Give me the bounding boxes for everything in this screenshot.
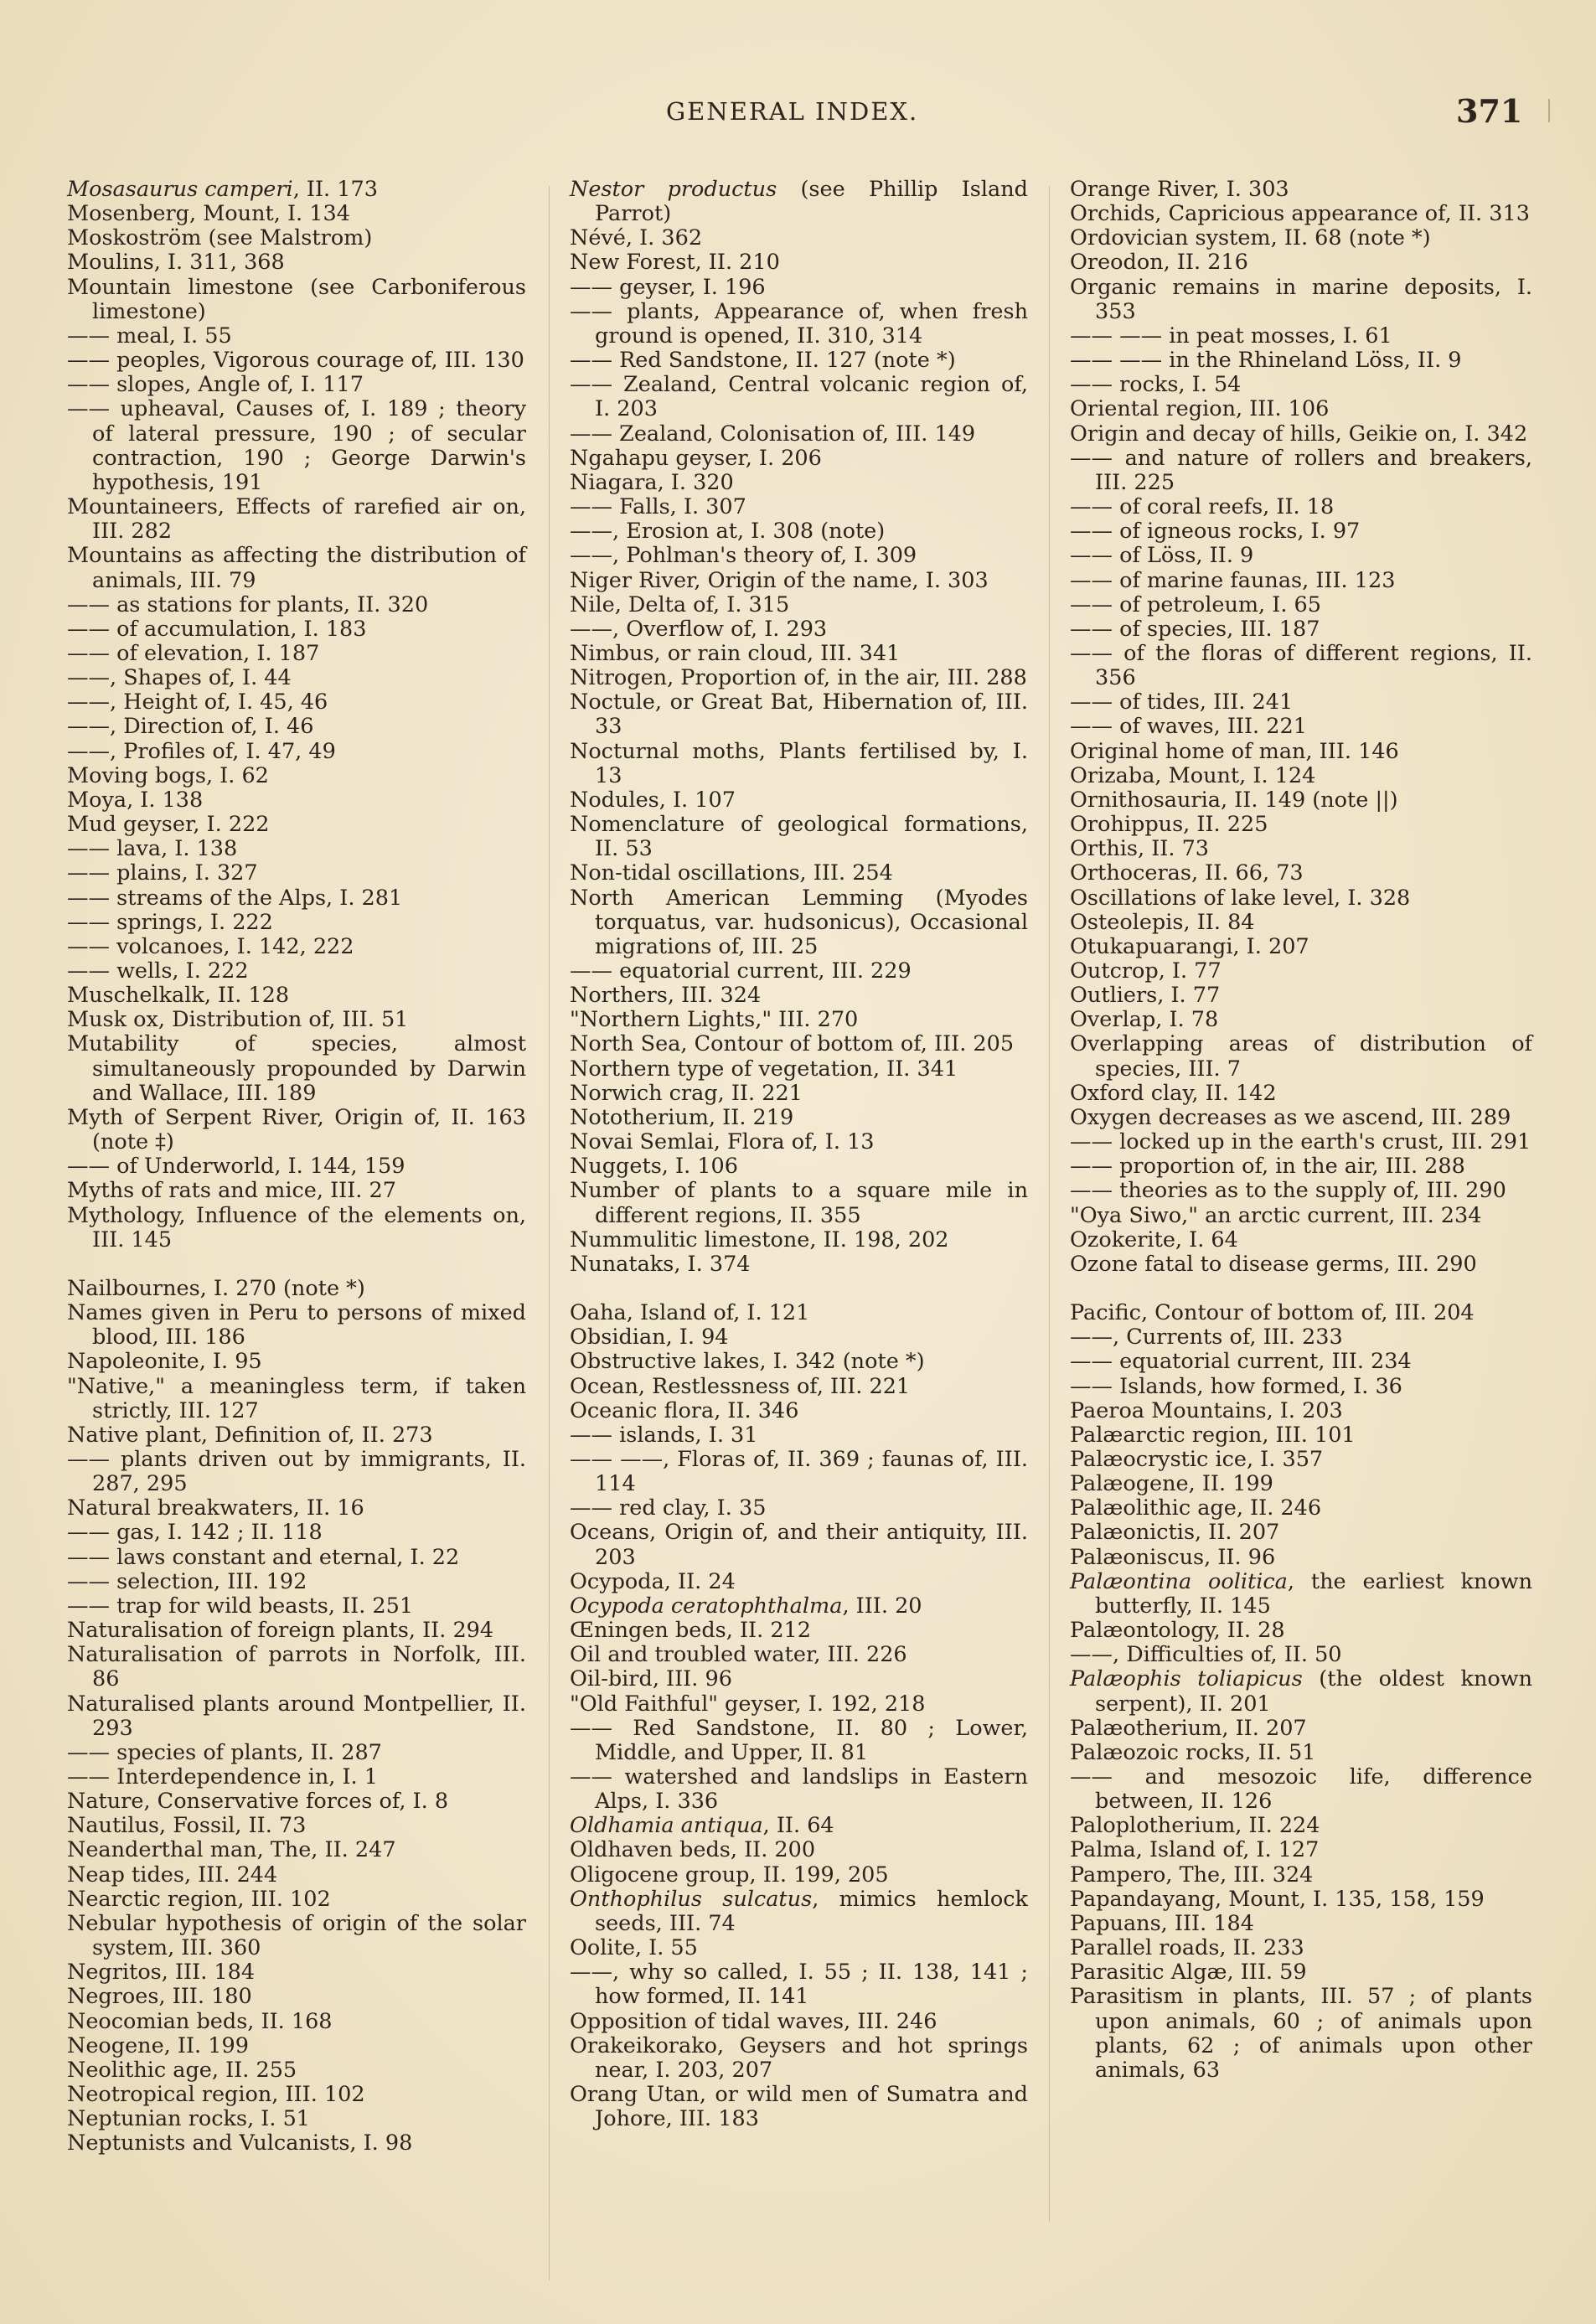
index-entry: —— volcanoes, I. 142, 222 xyxy=(67,933,354,959)
index-entry: ——, Direction of, I. 46 xyxy=(67,714,314,740)
index-entry: Niagara, I. 320 xyxy=(570,469,734,495)
index-entry: —— Red Sandstone, II. 127 (note *) xyxy=(570,348,956,374)
index-entry: Palæozoic rocks, II. 51 xyxy=(1070,1739,1316,1765)
index-entry: Orthis, II. 73 xyxy=(1070,836,1210,862)
column-rule xyxy=(549,186,550,2280)
index-entry: ——, Pohlman's theory of, I. 309 xyxy=(570,543,917,569)
index-entry: Oligocene group, II. 199, 205 xyxy=(570,1862,889,1888)
index-entry: —— meal, I. 55 xyxy=(67,323,232,349)
index-entry: New Forest, II. 210 xyxy=(570,250,780,276)
index-entry: Pacific, Contour of bottom of, III. 204 xyxy=(1070,1300,1475,1326)
index-entry: Papuans, III. 184 xyxy=(1070,1910,1254,1936)
index-entry: Orohippus, II. 225 xyxy=(1070,812,1268,838)
index-entry: Ngahapu geyser, I. 206 xyxy=(570,445,822,471)
index-entry: —— Zealand, Central volcanic region of, I. 203 xyxy=(570,372,1028,422)
index-entry: Napoleonite, I. 95 xyxy=(67,1349,262,1375)
index-entry: Palma, Island of, I. 127 xyxy=(1070,1837,1320,1863)
index-entry: —— of coral reefs, II. 18 xyxy=(1070,494,1335,520)
section-gap xyxy=(67,1252,526,1277)
index-entry: Names given in Peru to persons of mixed blood, III. 186 xyxy=(67,1300,526,1351)
index-entry: Mud geyser, I. 222 xyxy=(67,812,270,838)
index-entry: Oldhaven beds, II. 200 xyxy=(570,1837,816,1863)
column-rule xyxy=(1049,186,1050,2222)
index-column-1 xyxy=(67,178,526,2156)
index-entry: Orange River, I. 303 xyxy=(1070,177,1289,202)
index-entry: —— of petroleum, I. 65 xyxy=(1070,591,1321,617)
index-entry: Nunataks, I. 374 xyxy=(570,1251,751,1277)
index-entry: ——, Difficulties of, II. 50 xyxy=(1070,1642,1342,1668)
index-entry: Paloplotherium, II. 224 xyxy=(1070,1813,1320,1839)
index-entry: Nitrogen, Proportion of, in the air, III. 288 xyxy=(570,665,1027,691)
index-entry: Mosenberg, Mount, I. 134 xyxy=(67,201,350,227)
index-entry: —— of Underworld, I. 144, 159 xyxy=(67,1154,405,1180)
index-entry: Mountains as affecting the distribution of animals, III. 79 xyxy=(67,543,526,593)
index-entry: —— geyser, I. 196 xyxy=(570,274,766,300)
index-entry: Parallel roads, II. 233 xyxy=(1070,1935,1304,1961)
index-entry: —— equatorial current, III. 229 xyxy=(570,958,912,984)
index-entry: —— Islands, how formed, I. 36 xyxy=(1070,1373,1402,1399)
index-entry: Ocypoda ceratophthalma, III. 20 xyxy=(570,1593,922,1619)
index-entry: Neptunian rocks, I. 51 xyxy=(67,2106,311,2132)
index-entry: ——, Shapes of, I. 44 xyxy=(67,665,292,691)
index-entry: Nautilus, Fossil, II. 73 xyxy=(67,1813,307,1839)
index-entry: Onthophilus sulcatus, mimics hemlock seeds, III. 74 xyxy=(570,1886,1028,1936)
index-entry: —— wells, I. 222 xyxy=(67,958,249,984)
section-gap xyxy=(1070,1277,1532,1301)
index-entry: —— and nature of rollers and breakers, III. 225 xyxy=(1070,445,1532,495)
index-entry: Otukapuarangi, I. 207 xyxy=(1070,933,1309,959)
index-entry: Palæarctic region, III. 101 xyxy=(1070,1422,1356,1448)
index-entry: —— theories as to the supply of, III. 290 xyxy=(1070,1178,1506,1204)
index-entry: Muschelkalk, II. 128 xyxy=(67,983,290,1009)
index-entry: Moya, I. 138 xyxy=(67,787,204,813)
index-entry: Number of plants to a square mile in different regions, II. 355 xyxy=(570,1178,1028,1228)
running-head: GENERAL INDEX. xyxy=(666,97,919,126)
index-entry: Nomenclature of geological formations, II. 53 xyxy=(570,812,1028,862)
index-entry: Orthoceras, II. 66, 73 xyxy=(1070,860,1304,886)
index-entry: Musk ox, Distribution of, III. 51 xyxy=(67,1007,409,1033)
index-entry: —— as stations for plants, II. 320 xyxy=(67,591,429,617)
index-column-3 xyxy=(1070,178,1532,2083)
index-entry: Origin and decay of hills, Geikie on, I. 342 xyxy=(1070,421,1528,447)
index-entry: —— of elevation, I. 187 xyxy=(67,640,320,666)
index-entry: Mountaineers, Effects of rarefied air on, III. 282 xyxy=(67,494,526,545)
index-entry: Overlapping areas of distribution of species, III. 7 xyxy=(1070,1031,1532,1082)
index-entry: —— species of plants, II. 287 xyxy=(67,1739,382,1765)
index-entry: —— of igneous rocks, I. 97 xyxy=(1070,519,1361,545)
index-entry: Original home of man, III. 146 xyxy=(1070,738,1399,764)
index-entry: Neap tides, III. 244 xyxy=(67,1862,278,1888)
index-entry: —— streams of the Alps, I. 281 xyxy=(67,885,403,911)
index-column-2 xyxy=(570,178,1028,2131)
index-entry: —— of accumulation, I. 183 xyxy=(67,616,367,642)
index-entry: Palæolithic age, II. 246 xyxy=(1070,1495,1322,1521)
index-entry: ——, Profiles of, I. 47, 49 xyxy=(67,738,336,764)
index-entry: Orchids, Capricious appearance of, II. 313 xyxy=(1070,201,1530,227)
index-entry: Neanderthal man, The, II. 247 xyxy=(67,1837,396,1863)
index-entry: —— of the floras of different regions, II. 356 xyxy=(1070,640,1532,691)
index-entry: Oscillations of lake level, I. 328 xyxy=(1070,885,1411,911)
index-entry: —— —— in peat mosses, I. 61 xyxy=(1070,323,1392,349)
index-entry: —— plants, Appearance of, when fresh ground is opened, II. 310, 314 xyxy=(570,298,1028,349)
index-entry: Overlap, I. 78 xyxy=(1070,1007,1219,1033)
index-entry: Myths of rats and mice, III. 27 xyxy=(67,1178,396,1204)
index-entry: Nocturnal moths, Plants fertilised by, I. 13 xyxy=(570,738,1028,788)
index-entry: Negritos, III. 184 xyxy=(67,1960,256,1986)
index-entry: Niger River, Origin of the name, I. 303 xyxy=(570,567,989,593)
index-entry: —— —— in the Rhineland Löss, II. 9 xyxy=(1070,348,1462,374)
index-entry: —— of Löss, II. 9 xyxy=(1070,543,1254,569)
index-entry: Neogene, II. 199 xyxy=(67,2032,249,2058)
index-entry: —— upheaval, Causes of, I. 189 ; theory of lateral pressure, 190 ; of secular contraction, 190 ; George Darwin's hypothesis, 191 xyxy=(67,396,526,495)
index-entry: Native plant, Definition of, II. 273 xyxy=(67,1422,433,1448)
index-entry: "Old Faithful" geyser, I. 192, 218 xyxy=(570,1691,926,1717)
index-entry: —— laws constant and eternal, I. 22 xyxy=(67,1544,460,1570)
index-entry: Nototherium, II. 219 xyxy=(570,1104,794,1130)
index-entry: Ozone fatal to disease germs, III. 290 xyxy=(1070,1251,1477,1277)
index-entry: Osteolepis, II. 84 xyxy=(1070,909,1255,935)
index-entry: ——, Overflow of, I. 293 xyxy=(570,616,828,642)
index-entry: North Sea, Contour of bottom of, III. 205 xyxy=(570,1031,1015,1057)
index-entry: Noctule, or Great Bat, Hibernation of, III. 33 xyxy=(570,689,1028,740)
index-entry: Palæocrystic ice, I. 357 xyxy=(1070,1446,1324,1472)
index-entry: Ordovician system, II. 68 (note *) xyxy=(1070,225,1431,251)
index-entry: —— plants driven out by immigrants, II. 287, 295 xyxy=(67,1446,526,1497)
index-entry: Northers, III. 324 xyxy=(570,983,762,1009)
index-entry: Paeroa Mountains, I. 203 xyxy=(1070,1397,1343,1423)
index-entry: Palæophis toliapicus (the oldest known serpent), II. 201 xyxy=(1070,1666,1532,1717)
index-entry: Nearctic region, III. 102 xyxy=(67,1886,331,1912)
index-entry: —— springs, I. 222 xyxy=(67,909,273,935)
index-entry: Northern type of vegetation, II. 341 xyxy=(570,1056,958,1082)
index-entry: —— lava, I. 138 xyxy=(67,836,238,862)
index-entry: —— plains, I. 327 xyxy=(67,860,258,886)
index-entry: Ornithosauria, II. 149 (note ||) xyxy=(1070,787,1398,813)
index-entry: Neolithic age, II. 255 xyxy=(67,2057,297,2083)
index-entry: Papandayang, Mount, I. 135, 158, 159 xyxy=(1070,1886,1485,1912)
index-entry: Orang Utan, or wild men of Sumatra and Johore, III. 183 xyxy=(570,2082,1028,2132)
index-entry: Oriental region, III. 106 xyxy=(1070,396,1330,422)
index-entry: Non-tidal oscillations, III. 254 xyxy=(570,860,893,886)
index-entry: Moskoström (see Malstrom) xyxy=(67,225,373,251)
index-entry: —— and mesozoic life, difference between, II. 126 xyxy=(1070,1764,1532,1815)
index-entry: Mythology, Influence of the elements on, III. 145 xyxy=(67,1202,526,1252)
index-entry: Oreodon, II. 216 xyxy=(1070,250,1248,276)
index-entry: Naturalisation of parrots in Norfolk, III. 86 xyxy=(67,1642,526,1692)
index-entry: North American Lemming (Myodes torquatus, var. hudsonicus), Occasional migrations of, III. 25 xyxy=(570,885,1028,959)
index-entry: —— of marine faunas, III. 123 xyxy=(1070,567,1396,593)
index-entry: Nodules, I. 107 xyxy=(570,787,736,813)
index-entry: Organic remains in marine deposits, I. 353 xyxy=(1070,274,1532,324)
page-number: 371 xyxy=(1456,92,1523,130)
index-entry: Palæontina oolitica, the earliest known butterfly, II. 145 xyxy=(1070,1568,1532,1619)
index-entry: Moving bogs, I. 62 xyxy=(67,762,269,788)
index-entry: ——, why so called, I. 55 ; II. 138, 141 ; how formed, II. 141 xyxy=(570,1960,1028,2010)
index-entry: Mutability of species, almost simultaneously propounded by Darwin and Wallace, III. 189 xyxy=(67,1031,526,1106)
index-entry: Palæoniscus, II. 96 xyxy=(1070,1544,1276,1570)
index-entry: Oceanic flora, II. 346 xyxy=(570,1397,799,1423)
index-entry: —— of waves, III. 221 xyxy=(1070,714,1307,740)
index-entry: Palæogene, II. 199 xyxy=(1070,1471,1273,1497)
index-entry: Palæonictis, II. 207 xyxy=(1070,1520,1280,1546)
index-entry: Mountain limestone (see Carboniferous limestone) xyxy=(67,274,526,324)
index-entry: Œningen beds, II. 212 xyxy=(570,1618,812,1644)
index-entry: —— gas, I. 142 ; II. 118 xyxy=(67,1520,323,1546)
index-entry: Ozokerite, I. 64 xyxy=(1070,1227,1238,1252)
index-entry: Oldhamia antiqua, II. 64 xyxy=(570,1813,834,1839)
index-entry: —— watershed and landslips in Eastern Alps, I. 336 xyxy=(570,1764,1028,1815)
index-entry: "Northern Lights," III. 270 xyxy=(570,1007,859,1033)
index-entry: "Oya Siwo," an arctic current, III. 234 xyxy=(1070,1202,1482,1228)
index-entry: Ocean, Restlessness of, III. 221 xyxy=(570,1373,911,1399)
index-entry: —— locked up in the earth's crust, III. 291 xyxy=(1070,1129,1531,1155)
index-entry: —— ——, Floras of, II. 369 ; faunas of, III. 114 xyxy=(570,1446,1028,1497)
index-entry: Obsidian, I. 94 xyxy=(570,1325,729,1351)
index-entry: ——, Erosion at, I. 308 (note) xyxy=(570,519,886,545)
index-entry: ——, Height of, I. 45, 46 xyxy=(67,689,328,715)
index-entry: Oxford clay, II. 142 xyxy=(1070,1080,1277,1106)
index-entry: Oxygen decreases as we ascend, III. 289 xyxy=(1070,1104,1511,1130)
index-entry: ——, Currents of, III. 233 xyxy=(1070,1325,1343,1351)
index-entry: Orakeikorako, Geysers and hot springs near, I. 203, 207 xyxy=(570,2032,1028,2083)
index-entry: Pampero, The, III. 324 xyxy=(1070,1862,1314,1888)
index-entry: Moulins, I. 311, 368 xyxy=(67,250,285,276)
index-entry: —— islands, I. 31 xyxy=(570,1422,758,1448)
index-entry: Nestor productus (see Phillip Island Parrot) xyxy=(570,177,1028,227)
index-entry: Opposition of tidal waves, III. 246 xyxy=(570,2008,937,2034)
index-entry: Naturalisation of foreign plants, II. 294 xyxy=(67,1618,494,1644)
index-entry: Naturalised plants around Montpellier, II. 293 xyxy=(67,1691,526,1741)
index-entry: Oil-bird, III. 96 xyxy=(570,1666,732,1692)
index-entry: Neptunists and Vulcanists, I. 98 xyxy=(67,2130,413,2156)
index-entry: Natural breakwaters, II. 16 xyxy=(67,1495,364,1521)
index-entry: Oil and troubled water, III. 226 xyxy=(570,1642,907,1668)
index-entry: —— trap for wild beasts, II. 251 xyxy=(67,1593,414,1619)
index-entry: —— Falls, I. 307 xyxy=(570,494,746,520)
index-entry: Parasitism in plants, III. 57 ; of plants upon animals, 60 ; of animals upon plants, 62 ; of animals upon other animals, 63 xyxy=(1070,1984,1532,2083)
index-entry: Neocomian beds, II. 168 xyxy=(67,2008,333,2034)
index-entry: —— Zealand, Colonisation of, III. 149 xyxy=(570,421,976,447)
index-entry: Mosasaurus camperi, II. 173 xyxy=(67,177,378,202)
index-entry: Nature, Conservative forces of, I. 8 xyxy=(67,1789,449,1815)
index-entry: Nebular hypothesis of origin of the solar system, III. 360 xyxy=(67,1910,526,1961)
index-entry: Negroes, III. 180 xyxy=(67,1984,252,2010)
index-entry: —— of tides, III. 241 xyxy=(1070,689,1294,715)
index-entry: —— of species, III. 187 xyxy=(1070,616,1320,642)
index-entry: Norwich crag, II. 221 xyxy=(570,1080,803,1106)
index-entry: Nummulitic limestone, II. 198, 202 xyxy=(570,1227,949,1252)
index-entry: Myth of Serpent River, Origin of, II. 163 (note ‡) xyxy=(67,1104,526,1155)
index-entry: Orizaba, Mount, I. 124 xyxy=(1070,762,1316,788)
index-entry: "Native," a meaningless term, if taken strictly, III. 127 xyxy=(67,1373,526,1423)
index-entry: —— Interdependence in, I. 1 xyxy=(67,1764,378,1789)
index-entry: —— Red Sandstone, II. 80 ; Lower, Middle, and Upper, II. 81 xyxy=(570,1715,1028,1765)
index-entry: —— rocks, I. 54 xyxy=(1070,372,1242,398)
index-entry: Obstructive lakes, I. 342 (note *) xyxy=(570,1349,925,1375)
index-entry: —— proportion of, in the air, III. 288 xyxy=(1070,1154,1465,1180)
index-entry: Outliers, I. 77 xyxy=(1070,983,1221,1009)
index-entry: Oolite, I. 55 xyxy=(570,1935,698,1961)
page-edge-mark xyxy=(1548,99,1550,122)
index-entry: —— equatorial current, III. 234 xyxy=(1070,1349,1412,1375)
index-entry: Nimbus, or rain cloud, III. 341 xyxy=(570,640,901,666)
index-entry: Névé, I. 362 xyxy=(570,225,703,251)
page-header xyxy=(0,92,1596,134)
index-entry: Nailbournes, I. 270 (note *) xyxy=(67,1275,365,1301)
index-entry: Neotropical region, III. 102 xyxy=(67,2082,365,2108)
index-entry: —— slopes, Angle of, I. 117 xyxy=(67,372,364,398)
index-entry: Parasitic Algæ, III. 59 xyxy=(1070,1960,1307,1986)
index-entry: Ocypoda, II. 24 xyxy=(570,1568,736,1594)
index-entry: —— peoples, Vigorous courage of, III. 130 xyxy=(67,348,524,374)
index-entry: Palæotherium, II. 207 xyxy=(1070,1715,1307,1741)
section-gap xyxy=(570,1277,1028,1301)
index-entry: Novai Semlai, Flora of, I. 13 xyxy=(570,1129,875,1155)
index-entry: Nuggets, I. 106 xyxy=(570,1154,738,1180)
index-entry: —— red clay, I. 35 xyxy=(570,1495,767,1521)
index-entry: Outcrop, I. 77 xyxy=(1070,958,1222,984)
index-entry: Palæontology, II. 28 xyxy=(1070,1618,1285,1644)
index-entry: Oaha, Island of, I. 121 xyxy=(570,1300,810,1326)
index-entry: Nile, Delta of, I. 315 xyxy=(570,591,790,617)
index-entry: —— selection, III. 192 xyxy=(67,1568,307,1594)
index-entry: Oceans, Origin of, and their antiquity, III. 203 xyxy=(570,1520,1028,1570)
